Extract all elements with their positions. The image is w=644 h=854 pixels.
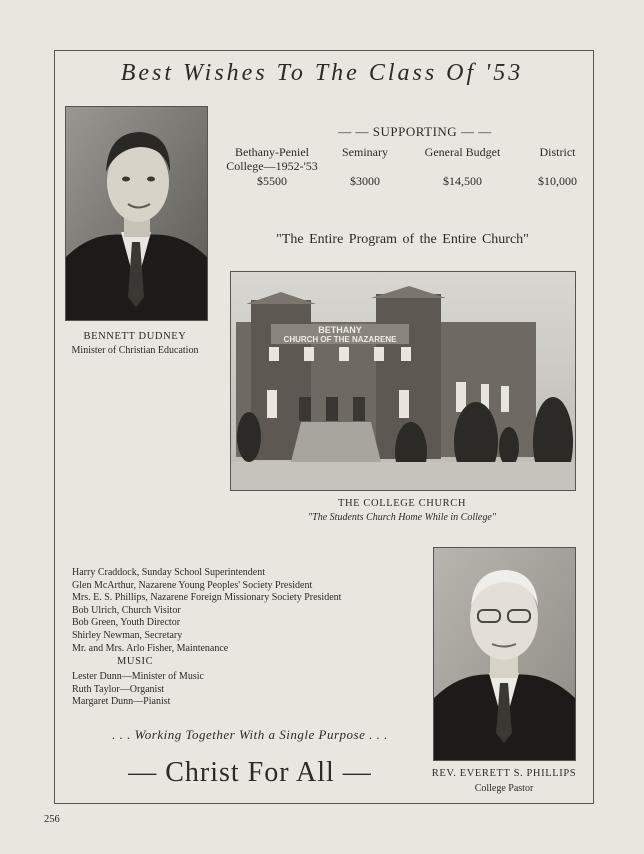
page-number: 256	[44, 814, 60, 825]
church-photo	[230, 271, 576, 491]
list-item: Glen McArthur, Nazarene Young Peoples' Society President	[72, 579, 313, 591]
support-label-general-budget: General Budget	[424, 145, 501, 159]
support-amount-seminary: $3000	[350, 174, 380, 188]
support-label-seminary: Seminary	[342, 145, 388, 159]
list-item: Shirley Newman, Secretary	[72, 629, 183, 641]
pastor-title: College Pastor	[474, 783, 534, 794]
dudney-name: BENNETT DUDNEY	[83, 331, 187, 342]
pastor-name: REV. EVERETT S. PHILLIPS	[431, 768, 577, 779]
dudney-portrait	[65, 106, 208, 321]
church-sign-line1: BETHANY	[318, 325, 362, 335]
church-name: THE COLLEGE CHURCH	[337, 498, 467, 509]
list-item: Mr. and Mrs. Arlo Fisher, Maintenance	[72, 642, 229, 654]
list-item: Bob Ulrich, Church Visitor	[72, 604, 181, 616]
church-sign-line2: CHURCH OF THE NAZARENE	[283, 335, 397, 344]
program-quote: "The Entire Program of the Entire Church"	[276, 232, 529, 247]
music-heading: MUSIC	[117, 656, 154, 667]
list-item: Bob Green, Youth Director	[72, 617, 181, 629]
support-amount-district: $10,000	[538, 174, 577, 188]
staff-list	[72, 567, 412, 655]
support-amount-general-budget: $14,500	[443, 174, 482, 188]
support-amount-college: $5500	[257, 174, 287, 188]
pastor-portrait	[433, 547, 576, 761]
music-list	[72, 671, 372, 709]
support-label-district: District	[539, 145, 576, 159]
support-label-college: Bethany-Peniel College—1952-'53	[226, 145, 318, 173]
motto: — Christ For All —	[128, 757, 372, 788]
supporting-heading: — — SUPPORTING — —	[338, 124, 492, 139]
page-title: Best Wishes To The Class Of '53	[120, 60, 524, 86]
list-item: Lester Dunn—Minister of Music	[72, 671, 204, 682]
church-subtitle: "The Students Church Home While in College"	[307, 512, 496, 523]
slogan: . . . Working Together With a Single Purpose . . .	[112, 727, 388, 742]
list-item: Harry Craddock, Sunday School Superintendent	[72, 567, 266, 578]
list-item: Mrs. E. S. Phillips, Nazarene Foreign Missionary Society President	[72, 592, 342, 604]
list-item: Margaret Dunn—Pianist	[72, 696, 171, 708]
dudney-title: Minister of Christian Education	[71, 345, 199, 356]
list-item: Ruth Taylor—Organist	[72, 683, 164, 695]
